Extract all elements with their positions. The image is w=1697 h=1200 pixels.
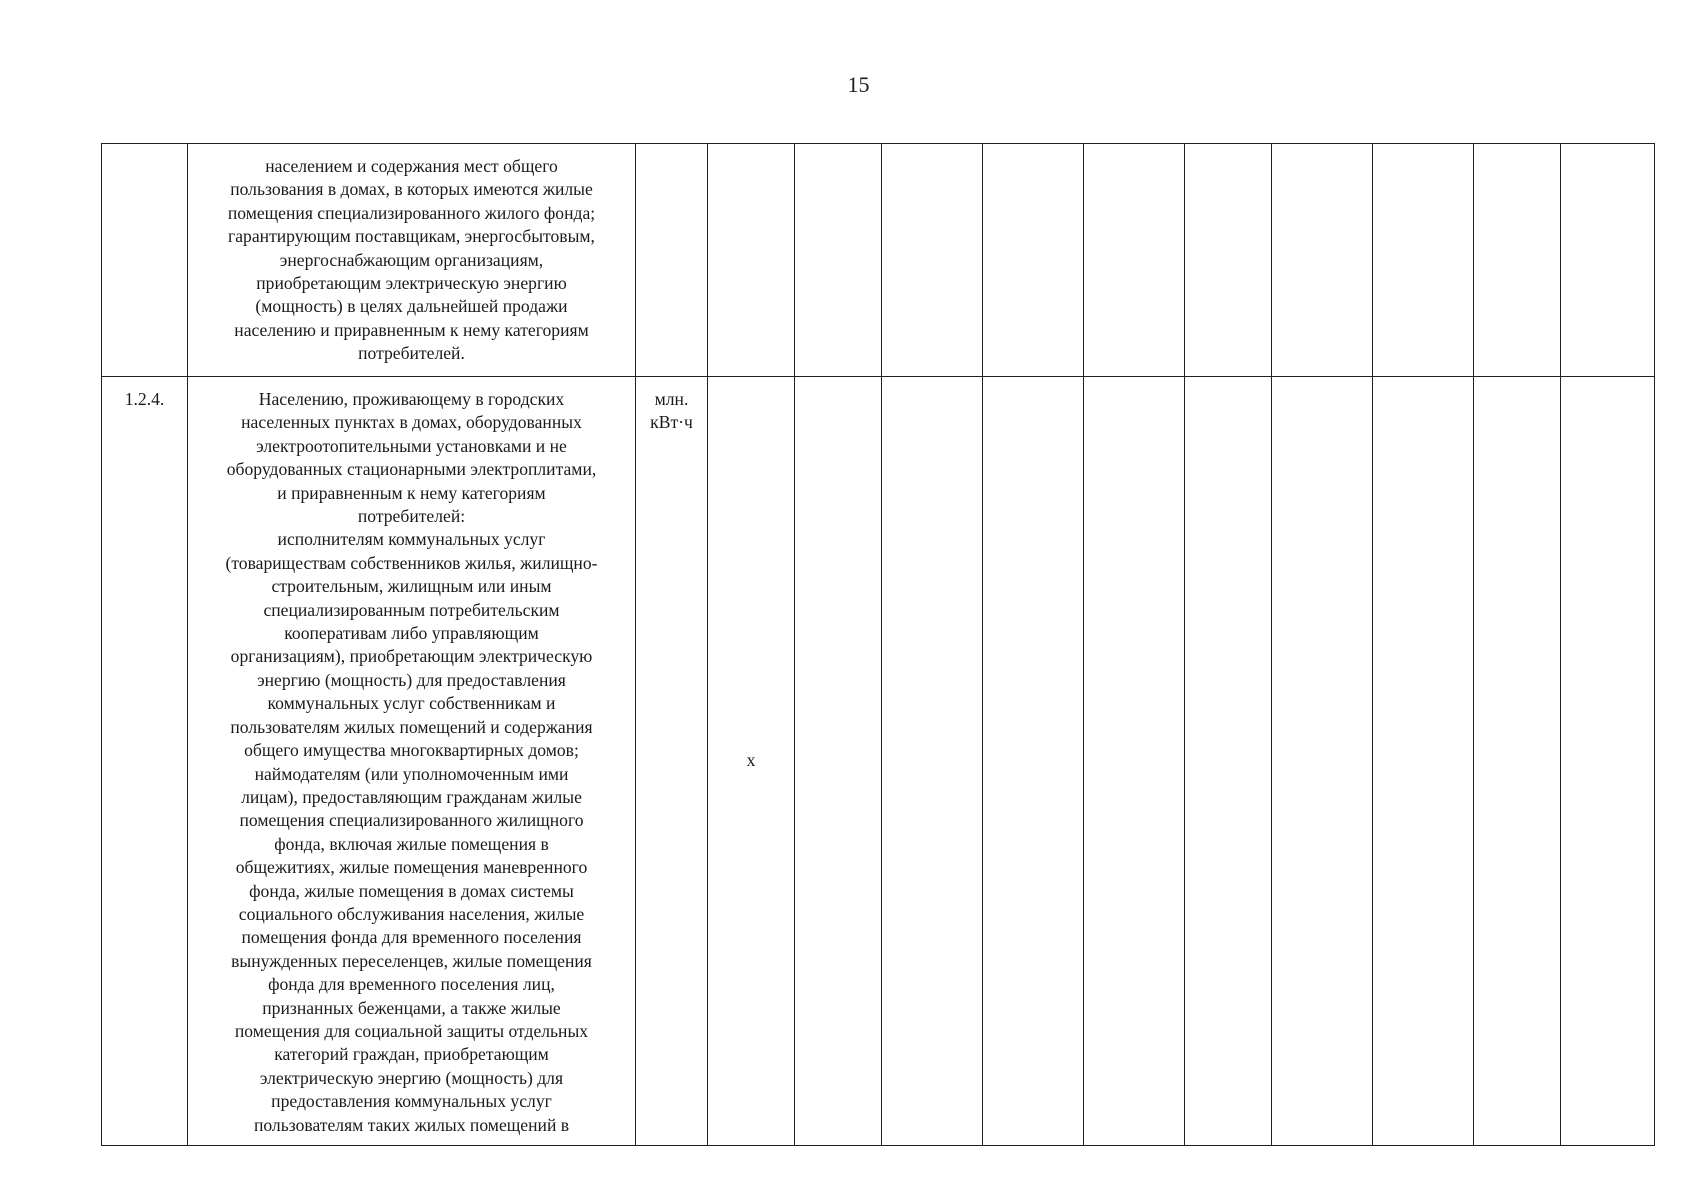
description-line: кооперативам либо управляющим — [284, 623, 539, 644]
description-line: Населению, проживающему в городских — [258, 389, 565, 409]
description-line: признанных беженцами, а также жилые — [262, 997, 561, 1018]
description-line: фонда для временного поселения лиц, — [268, 974, 555, 995]
description-line: населенных пунктах в домах, оборудованных — [241, 412, 582, 433]
row-description-cell — [188, 144, 636, 377]
description-line: электрическую энергию (мощность) для — [259, 1067, 564, 1088]
unit-line: млн. — [654, 389, 689, 409]
description-line: специализированным потребительским — [263, 599, 560, 620]
value-cell — [1474, 144, 1561, 377]
unit-cell — [636, 144, 708, 377]
description-line: энергоснабжающим организациям, — [279, 249, 544, 270]
description-line: наймодателям (или уполномоченным ими — [254, 763, 569, 784]
description-line: потребителей. — [358, 343, 465, 364]
description-line: вынужденных переселенцев, жилые помещения — [231, 950, 592, 971]
value-cell — [795, 144, 882, 377]
row-number-cell — [102, 144, 188, 377]
description-line: энергию (мощность) для предоставления — [257, 669, 566, 690]
value-cell — [1561, 144, 1655, 377]
value-cell — [882, 144, 983, 377]
description-line: потребителей: — [357, 506, 466, 527]
description-line: пользования в домах, в которых имеются жилые — [230, 179, 593, 200]
value-cell — [1272, 377, 1373, 1146]
value-cell — [1474, 377, 1561, 1146]
table-row — [102, 144, 1655, 377]
value-cell-not-applicable: x — [708, 377, 795, 1146]
description-line: населению и приравненным к нему категориям — [234, 319, 589, 340]
description-line: электроотопительными установками и не — [256, 435, 567, 456]
description-line: фонда, включая жилые помещения в — [274, 833, 549, 854]
value-cell — [1373, 377, 1474, 1146]
tariff-table — [101, 143, 1655, 1146]
description-line: оборудованных стационарными электроплитами, — [226, 459, 597, 480]
value-cell — [983, 144, 1084, 377]
description-line: организациям), приобретающим электрическую — [230, 646, 593, 667]
value-cell — [1373, 144, 1474, 377]
description-line: пользователям таких жилых помещений в — [253, 1114, 570, 1135]
description-line: лицам), предоставляющим гражданам жилые — [241, 786, 582, 807]
unit-cell — [636, 377, 708, 1146]
value-cell — [708, 144, 795, 377]
table-row — [102, 377, 1655, 1146]
description-line: помещения для социальной защиты отдельных — [234, 1020, 589, 1041]
description-line: помещения фонда для временного поселения — [241, 927, 582, 948]
description-line: пользователям жилых помещений и содержания — [230, 716, 593, 737]
description-line: строительным, жилищным или иным — [271, 576, 552, 597]
page-number: 15 — [847, 72, 870, 97]
value-cell — [1084, 377, 1185, 1146]
value-cell — [1084, 144, 1185, 377]
description-line: исполнителям коммунальных услуг — [277, 529, 546, 550]
value-cell — [1185, 144, 1272, 377]
description-line: гарантирующим поставщикам, энергосбытовым, — [228, 226, 595, 247]
description-line: населением и содержания мест общего — [265, 156, 558, 176]
value-cell — [1185, 377, 1272, 1146]
value-cell — [795, 377, 882, 1146]
description-line: помещения специализированного жилищного — [239, 810, 584, 831]
description-line: помещения специализированного жилого фонда; — [227, 202, 596, 223]
value-cell — [983, 377, 1084, 1146]
description-line: приобретающим электрическую энергию — [256, 273, 567, 294]
description-line: социального обслуживания населения, жилые — [238, 903, 585, 924]
description-line: и приравненным к нему категориям — [277, 482, 546, 503]
description-line: категорий граждан, приобретающим — [274, 1044, 549, 1065]
description-line: общего имущества многоквартирных домов; — [244, 740, 579, 761]
row-number-cell: 1.2.4. — [102, 377, 188, 1146]
row-description-cell — [188, 377, 636, 1146]
value-cell — [1272, 144, 1373, 377]
unit-line: кВт·ч — [650, 412, 693, 433]
description-line: (мощность) в целях дальнейшей продажи — [255, 296, 568, 317]
description-line: предоставления коммунальных услуг — [271, 1091, 552, 1112]
description-line: (товариществам собственников жилья, жилищно- — [225, 552, 598, 573]
description-line: общежитиях, жилые помещения маневренного — [235, 857, 588, 878]
value-cell — [1561, 377, 1655, 1146]
description-line: фонда, жилые помещения в домах системы — [249, 880, 574, 901]
value-cell — [882, 377, 983, 1146]
description-line: коммунальных услуг собственникам и — [267, 693, 556, 714]
